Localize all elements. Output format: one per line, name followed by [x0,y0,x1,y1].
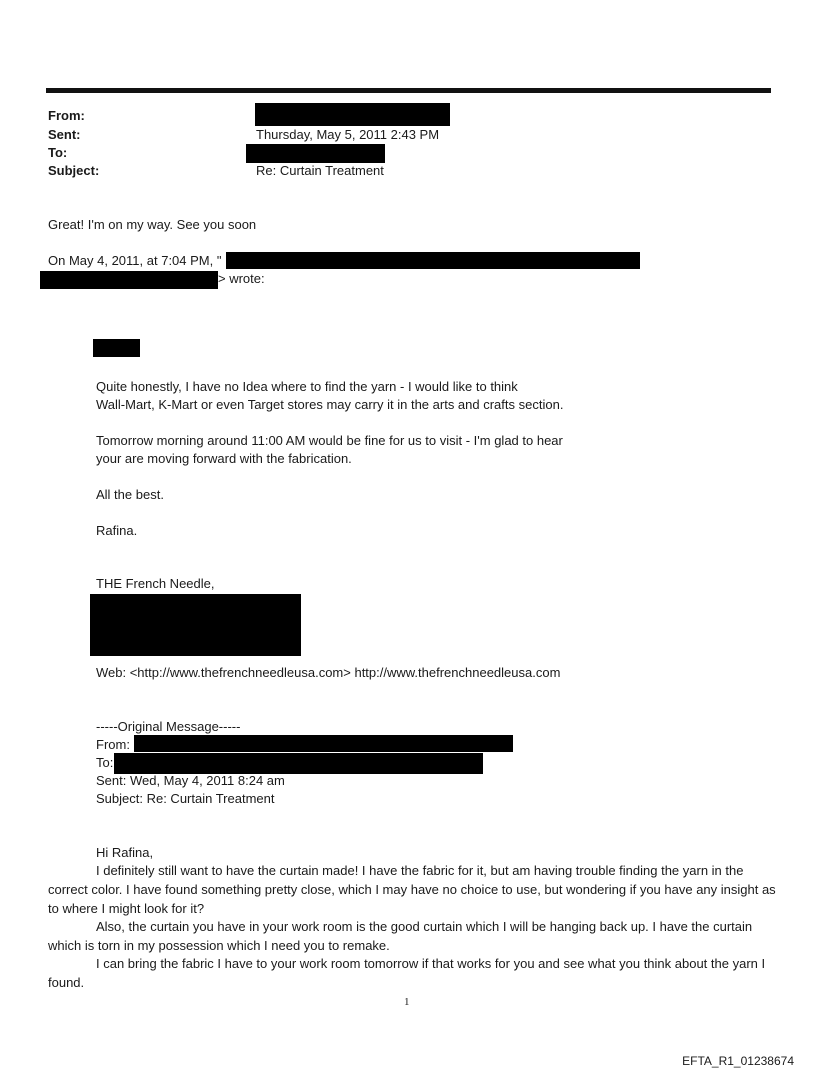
quote-intro: On May 4, 2011, at 7:04 PM, " [48,253,222,268]
message-line-2: Wall-Mart, K-Mart or even Target stores may carry it in the arts and crafts section. [96,397,564,412]
sent-value: Thursday, May 5, 2011 2:43 PM [256,127,440,142]
subject-label: Subject: [48,163,100,178]
message-line-3: Tomorrow morning around 11:00 AM would be fine for us to visit - I'm glad to hear [96,433,563,448]
message-line-1: Quite honestly, I have no Idea where to find the yarn - I would like to think [96,379,518,394]
web-line: Web: <http://www.thefrenchneedleusa.com> http://www.thefrenchneedleusa.com [96,665,561,680]
from-label: From: [48,108,85,123]
document-id: EFTA_R1_01238674 [682,1054,794,1068]
redaction-from [255,103,450,126]
to-label: To: [48,145,68,160]
reply-text: Great! I'm on my way. See you soon [48,217,257,232]
company-name: THE French Needle, [96,576,215,591]
original-greeting: Hi Rafina, [96,845,154,860]
redaction-quote-email [40,271,218,289]
message-signoff: Rafina. [96,523,138,538]
original-to-label: To: [96,755,114,770]
original-paragraph-3: I can bring the fabric I have to your work room tomorrow if that works for you and see what you think about the yarn I found. [48,956,766,990]
sent-label: Sent: [48,127,81,142]
original-subject: Subject: Re: Curtain Treatment [96,791,275,806]
original-paragraph-2: Also, the curtain you have in your work room is the good curtain which I will be hanging back up. I have the curtain which is torn in my possession which I need you to remake. [48,919,753,953]
header-rule [46,88,771,93]
redaction-contact-block [90,594,301,656]
original-divider: -----Original Message----- [96,719,241,734]
original-paragraph-1: I definitely still want to have the curtain made! I have the fabric for it, but am having trouble finding the yarn in the correct color. I have found something pretty close, which I may have no choice to use, but wondering if you have any insight as to where I might look for it? [48,863,776,916]
message-line-4: your are moving forward with the fabrication. [96,451,352,466]
original-sent: Sent: Wed, May 4, 2011 8:24 am [96,773,285,788]
redaction-quote-name [226,252,640,269]
page-number: 1 [404,996,410,1008]
message-closing: All the best. [96,487,164,502]
redaction-original-to [114,753,483,774]
original-from-label: From: [96,737,130,752]
redaction-original-from [134,735,513,752]
subject-value: Re: Curtain Treatment [256,163,384,178]
quote-wrote: > wrote: [218,271,265,286]
redaction-greeting [93,339,140,357]
redaction-to [246,144,385,163]
